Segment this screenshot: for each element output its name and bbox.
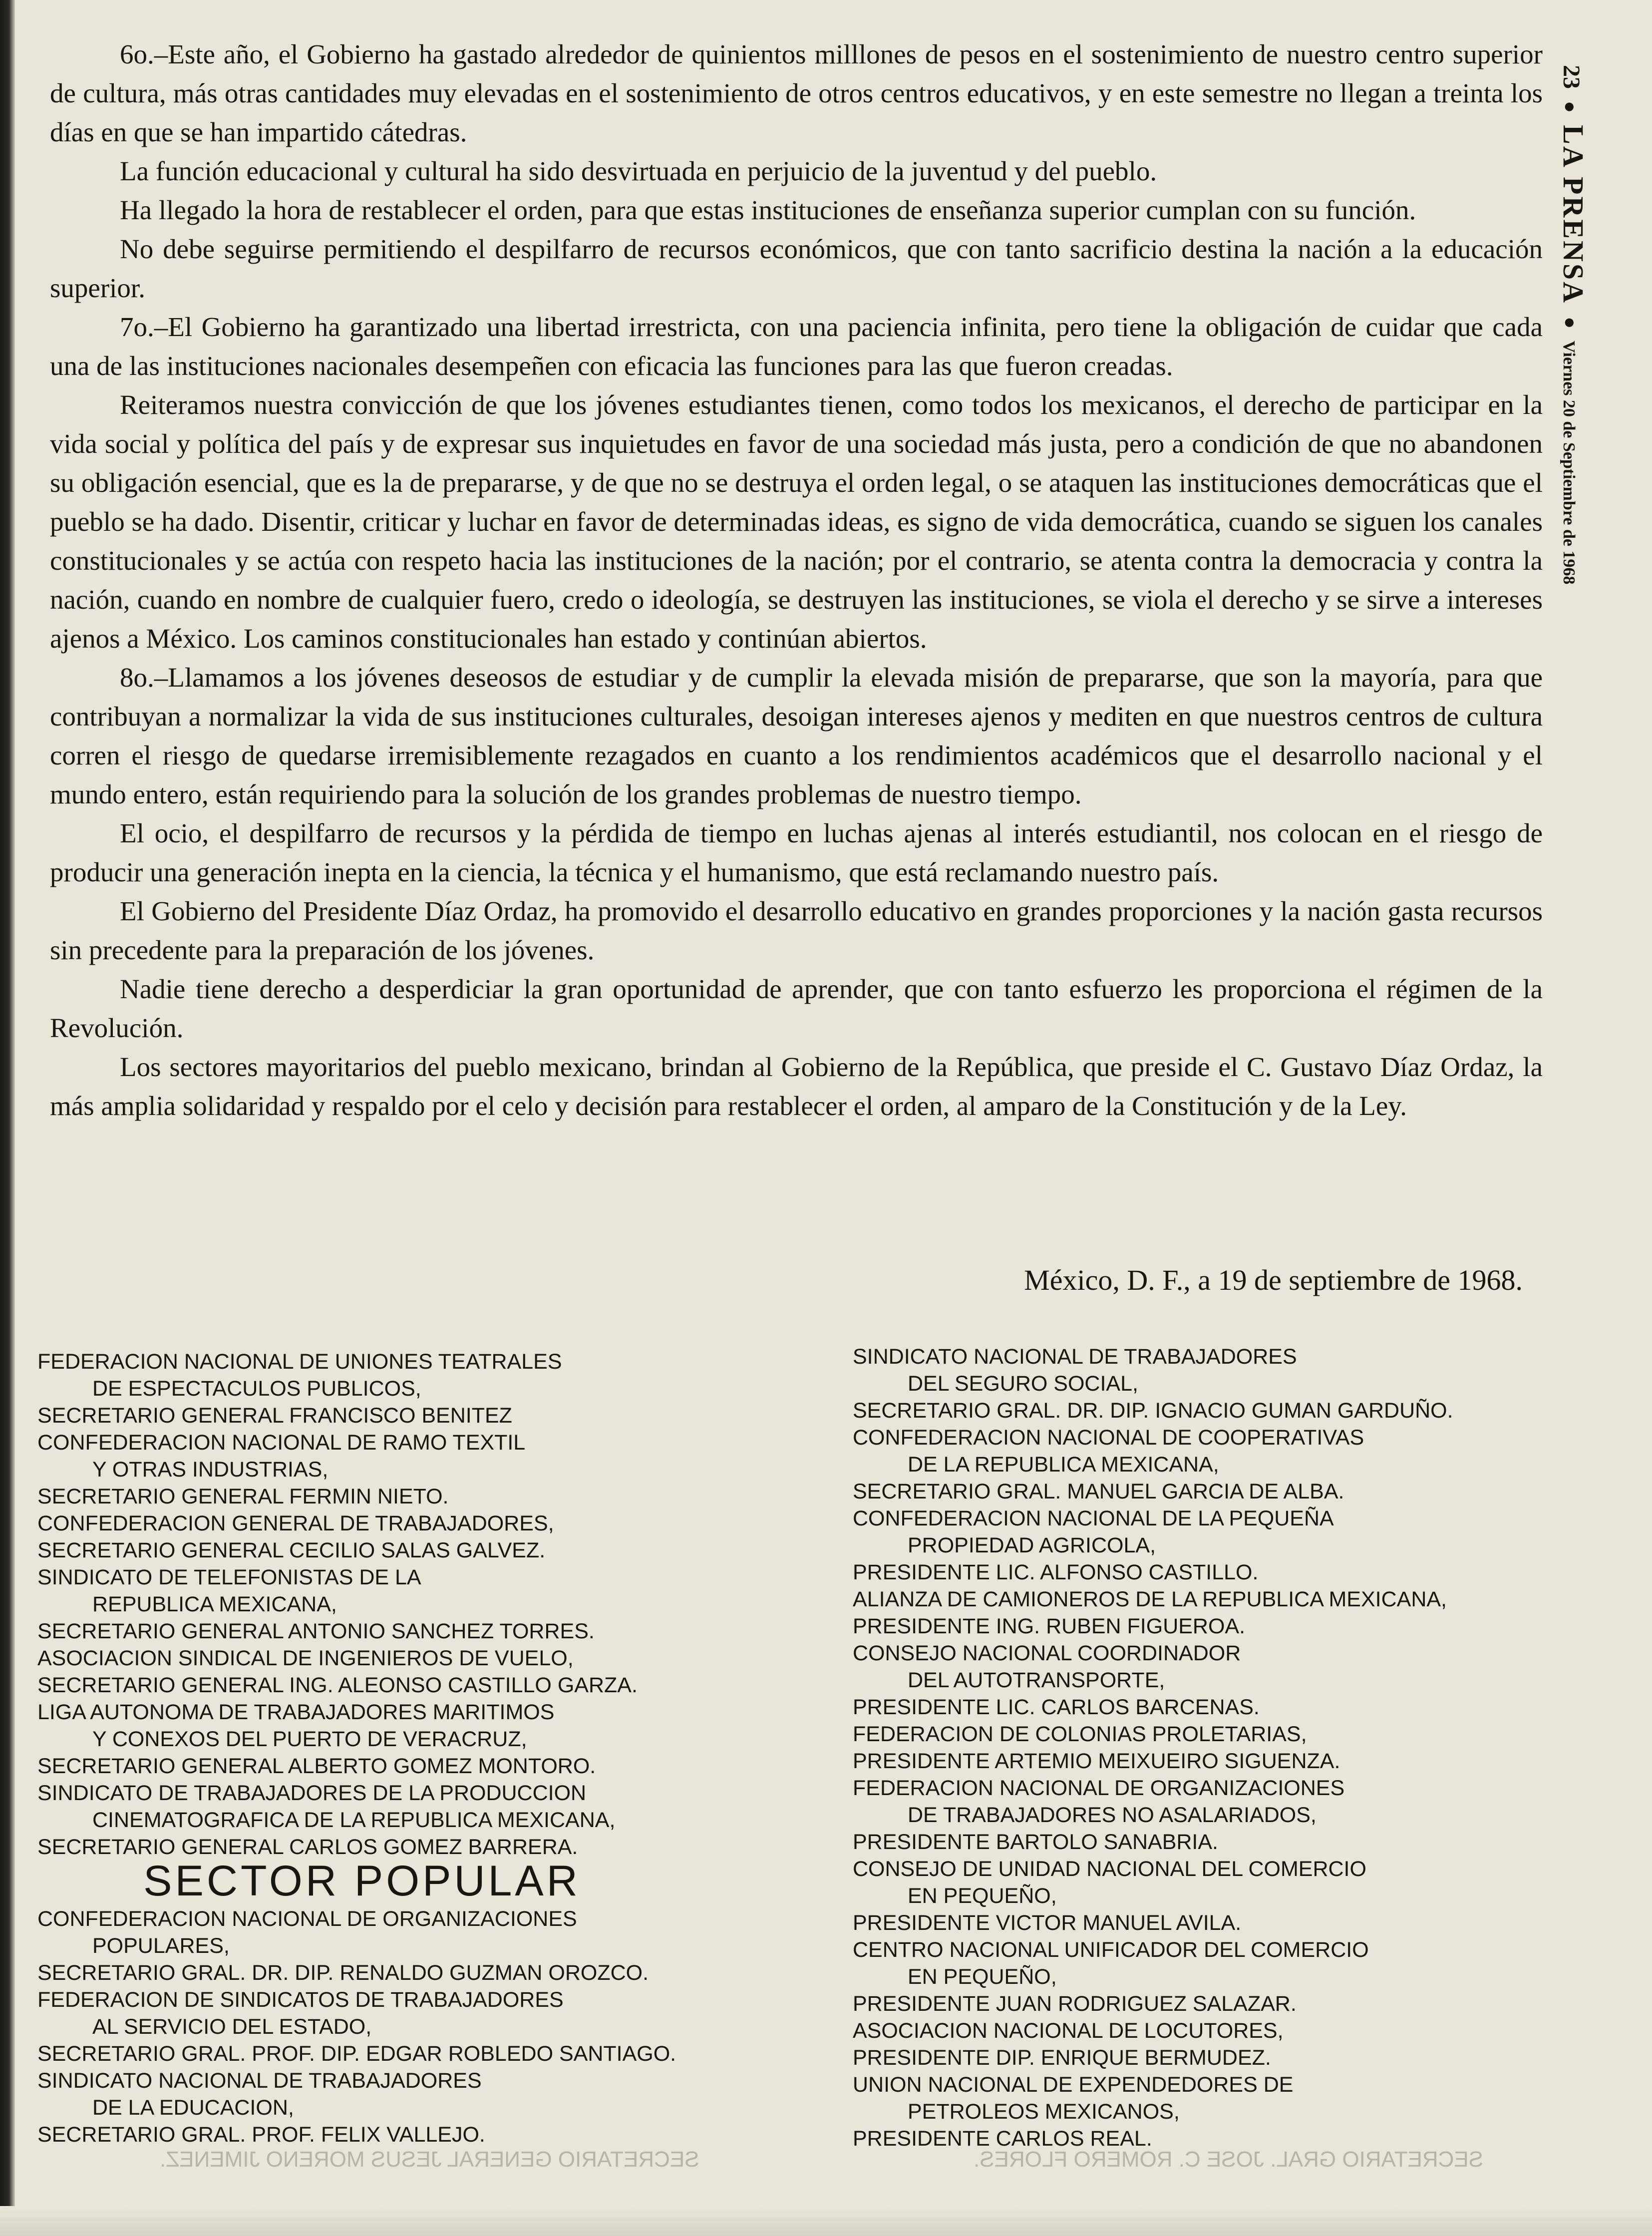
newspaper-name: LA PRENSA: [1557, 125, 1590, 305]
signatory-entry: [37, 1986, 816, 2067]
running-header: [1557, 65, 1620, 639]
organization-name: EN PEQUEÑO,: [908, 1965, 1057, 1989]
signatory-entry: [853, 2017, 1632, 2071]
signatory-officer: SECRETARIO GRAL. MANUEL GARCIA DE ALBA.: [853, 1480, 1344, 1503]
organization-name: FEDERACION DE COLONIAS PROLETARIAS,: [853, 1722, 1307, 1746]
organization-name: DE ESPECTACULOS PUBLICOS,: [92, 1377, 421, 1401]
organization-name: DE LA EDUCACION,: [92, 2096, 294, 2120]
organization-name: DEL AUTOTRANSPORTE,: [908, 1668, 1165, 1692]
signatory-entry: [37, 1645, 816, 1699]
paragraph: Nadie tiene derecho a desperdiciar la gran oportunidad de aprender, que con tanto esfuerzo les proporciona el régimen de la Revolución.: [50, 974, 1543, 1043]
organization-name: SINDICATO DE TELEFONISTAS DE LA: [37, 1565, 421, 1589]
signatory-entry: [853, 1424, 1632, 1505]
signatory-officer: PRESIDENTE LIC. CARLOS BARCENAS.: [853, 1695, 1260, 1719]
signatory-officer: PRESIDENTE JUAN RODRIGUEZ SALAZAR.: [853, 1992, 1297, 2016]
organization-name: Y CONEXOS DEL PUERTO DE VERACRUZ,: [92, 1727, 527, 1751]
signatory-officer: PRESIDENTE VICTOR MANUEL AVILA.: [853, 1911, 1242, 1935]
signatory-list: [37, 1905, 816, 2148]
signatory-entry: [853, 1775, 1632, 1856]
signatories-right-column: [853, 1343, 1632, 2152]
signatory-entry: [853, 1721, 1632, 1775]
organization-name: SINDICATO DE TRABAJADORES DE LA PRODUCCION: [37, 1781, 587, 1805]
organization-name: DE LA REPUBLICA MEXICANA,: [908, 1453, 1219, 1477]
signatory-officer: SECRETARIO GENERAL FERMIN NIETO.: [37, 1485, 449, 1508]
organization-name: FEDERACION NACIONAL DE UNIONES TEATRALES: [37, 1350, 562, 1374]
signatory-entry: [853, 1856, 1632, 1936]
signatory-entry: [853, 1936, 1632, 2017]
organization-name: SINDICATO NACIONAL DE TRABAJADORES: [37, 2069, 482, 2093]
signatory-entry: [37, 2067, 816, 2148]
signatory-officer: PRESIDENTE BARTOLO SANABRIA.: [853, 1830, 1219, 1854]
signatory-entry: [853, 1505, 1632, 1586]
organization-name: PETROLEOS MEXICANOS,: [908, 2100, 1180, 2124]
paragraph: 7o.–El Gobierno ha garantizado una libertad irrestricta, con una paciencia infinita, pero tiene la obligación de cuidar que cada una de las instituciones nacionales desempeñen con eficacia las funciones para las que fueron creadas.: [50, 312, 1543, 381]
signatory-entry: [37, 1510, 816, 1564]
page-number: 23: [1558, 65, 1585, 89]
paragraph: El ocio, el despilfarro de recursos y la pérdida de tiempo en luchas ajenas al interés estudiantil, nos colocan en el riesgo de producir una generación inepta en la ciencia, la técnica y el humanismo, que está reclamando nuestro país.: [50, 818, 1543, 887]
organization-name: ASOCIACION NACIONAL DE LOCUTORES,: [853, 2019, 1284, 2043]
signatory-entry: [37, 1905, 816, 1986]
signatory-officer: PRESIDENTE ARTEMIO MEIXUEIRO SIGUENZA.: [853, 1749, 1340, 1773]
organization-name: PROPIEDAD AGRICOLA,: [908, 1533, 1156, 1557]
signatory-officer: SECRETARIO GRAL. DR. DIP. RENALDO GUZMAN OROZCO.: [37, 1961, 649, 1985]
organization-name: SINDICATO NACIONAL DE TRABAJADORES: [853, 1345, 1297, 1369]
signatory-entry: [853, 1640, 1632, 1721]
signatory-officer: PRESIDENTE DIP. ENRIQUE BERMUDEZ.: [853, 2046, 1271, 2070]
signatory-officer: SECRETARIO GRAL. PROF. FELIX VALLEJO.: [37, 2123, 485, 2147]
signatory-entry: [853, 1586, 1632, 1640]
organization-name: LIGA AUTONOMA DE TRABAJADORES MARITIMOS: [37, 1700, 555, 1724]
signatory-entry: [37, 1699, 816, 1780]
organization-name: CONFEDERACION NACIONAL DE RAMO TEXTIL: [37, 1431, 526, 1455]
bullet-icon: ●: [1559, 317, 1582, 329]
signatory-officer: SECRETARIO GENERAL ALBERTO GOMEZ MONTORO.: [37, 1754, 596, 1778]
organization-name: REPUBLICA MEXICANA,: [92, 1592, 337, 1616]
bleed-through-text: SECRETARIO GENERAL JESUS MORENO JIMENEZ.: [160, 2147, 699, 2172]
organization-name: DEL SEGURO SOCIAL,: [908, 1372, 1138, 1396]
organization-name: CENTRO NACIONAL UNIFICADOR DEL COMERCIO: [853, 1938, 1369, 1962]
page-bottom-shadow: [0, 2206, 1652, 2236]
signatory-entry: [853, 1343, 1632, 1424]
signatory-list: [37, 1348, 816, 1861]
organization-name: AL SERVICIO DEL ESTADO,: [92, 2015, 372, 2039]
organization-name: CONFEDERACION NACIONAL DE ORGANIZACIONES: [37, 1907, 577, 1931]
article-body: [50, 35, 1543, 1125]
signatory-officer: SECRETARIO GENERAL ING. ALEONSO CASTILLO GARZA.: [37, 1673, 638, 1697]
organization-name: UNION NACIONAL DE EXPENDEDORES DE: [853, 2073, 1294, 2097]
signatory-officer: SECRETARIO GRAL. DR. DIP. IGNACIO GUMAN GARDUÑO.: [853, 1399, 1453, 1423]
organization-name: CONSEJO DE UNIDAD NACIONAL DEL COMERCIO: [853, 1857, 1366, 1881]
organization-name: CONFEDERACION NACIONAL DE LA PEQUEÑA: [853, 1506, 1334, 1530]
organization-name: CONSEJO NACIONAL COORDINADOR: [853, 1641, 1241, 1665]
paragraph: Los sectores mayoritarios del pueblo mexicano, brindan al Gobierno de la República, que preside el C. Gustavo Díaz Ordaz, la más amplia solidaridad y respaldo por el celo y decisión para restablecer el orden, al amparo de la Constitución y de la Ley.: [50, 1052, 1543, 1121]
signatory-officer: SECRETARIO GENERAL FRANCISCO BENITEZ: [37, 1404, 512, 1428]
bleed-through-text: SECRETARIO GRAL. JOSE C. ROMERO FLORES.: [974, 2147, 1484, 2172]
paragraph: Ha llegado la hora de restablecer el orden, para que estas instituciones de enseñanza superior cumplan con su función.: [120, 195, 1416, 225]
signatory-entry: [37, 1780, 816, 1861]
signatory-officer: SECRETARIO GENERAL CARLOS GOMEZ BARRERA.: [37, 1835, 578, 1859]
paragraph: 8o.–Llamamos a los jóvenes deseosos de estudiar y de cumplir la elevada misión de prepararse, que son la mayoría, para que contribuyan a normalizar la vida de sus instituciones culturales, desoigan intereses ajenos y mediten en que nuestros centros de cultura corren el riesgo de quedarse irremisiblemente rezagados en cuanto a los rendimientos académicos que el desarrollo nacional y el mundo entero, están requiriendo para la solución de los grandes problemas de nuestro tiempo.: [50, 662, 1543, 809]
paragraph: Reiteramos nuestra convicción de que los jóvenes estudiantes tienen, como todos los mexicanos, el derecho de participar en la vida social y política del país y de expresar sus inquietudes en favor de una sociedad más justa, pero a condición de que no abandonen su obligación esencial, que es la de prepararse, y de que no se destruya el orden legal, o se ataquen las instituciones democráticas que el pueblo se ha dado. Disentir, criticar y luchar en favor de determinadas ideas, es signo de vida democrática, cuando se siguen los canales constitucionales y se actúa con respeto hacia las instituciones de la nación; por el contrario, se atenta contra la democracia y contra la nación, cuando en nombre de cualquier fuero, credo o ideología, se destruyen las instituciones, se viola el derecho y se sirve a intereses ajenos a México. Los caminos constitucionales han estado y continúan abiertos.: [50, 389, 1543, 654]
paragraph: No debe seguirse permitiendo el despilfarro de recursos económicos, que con tanto sacrificio destina la nación a la educación superior.: [50, 234, 1543, 303]
organization-name: FEDERACION NACIONAL DE ORGANIZACIONES: [853, 1776, 1345, 1800]
organization-name: CONFEDERACION NACIONAL DE COOPERATIVAS: [853, 1426, 1364, 1450]
organization-name: ASOCIACION SINDICAL DE INGENIEROS DE VUELO,: [37, 1646, 574, 1670]
issue-date: Viernes 20 de Septiembre de 1968: [1560, 341, 1578, 585]
signatory-officer: SECRETARIO GRAL. PROF. DIP. EDGAR ROBLEDO SANTIAGO.: [37, 2042, 676, 2066]
organization-name: FEDERACION DE SINDICATOS DE TRABAJADORES: [37, 1988, 564, 2012]
paragraph: La función educacional y cultural ha sido desvirtuada en perjuicio de la juventud y del pueblo.: [120, 156, 1157, 186]
organization-name: CONFEDERACION GENERAL DE TRABAJADORES,: [37, 1511, 554, 1535]
organization-name: POPULARES,: [92, 1934, 230, 1958]
signatory-list: [853, 1343, 1632, 2152]
signatory-entry: [853, 2071, 1632, 2152]
signatory-officer: SECRETARIO GENERAL ANTONIO SANCHEZ TORRES.: [37, 1619, 595, 1643]
signatory-entry: [37, 1429, 816, 1510]
organization-name: DE TRABAJADORES NO ASALARIADOS,: [908, 1803, 1317, 1827]
signatories-left-column: [37, 1348, 816, 2148]
running-header-text: [1557, 65, 1590, 584]
organization-name: Y OTRAS INDUSTRIAS,: [92, 1458, 329, 1482]
paragraph: El Gobierno del Presidente Díaz Ordaz, ha promovido el desarrollo educativo en grandes proporciones y la nación gasta recursos sin precedente para la preparación de los jóvenes.: [50, 896, 1543, 965]
signatory-officer: PRESIDENTE CARLOS REAL.: [853, 2127, 1152, 2151]
organization-name: ALIANZA DE CAMIONEROS DE LA REPUBLICA MEXICANA,: [853, 1587, 1447, 1611]
place-and-date: México, D. F., a 19 de septiembre de 1968.: [1024, 1264, 1523, 1296]
bullet-icon: ●: [1559, 101, 1582, 113]
signatory-officer: SECRETARIO GENERAL CECILIO SALAS GALVEZ.: [37, 1538, 546, 1562]
paragraph: 6o.–Este año, el Gobierno ha gastado alrededor de quinientos milllones de pesos en el sostenimiento de nuestro centro superior de cultura, más otras cantidades muy elevadas en el sostenimiento de otros centros educativos, y en este semestre no llegan a treinta los días en que se han impartido cátedras.: [50, 39, 1543, 147]
section-heading: SECTOR POPULAR: [143, 1857, 581, 1905]
signatory-entry: [37, 1348, 816, 1429]
organization-name: CINEMATOGRAFICA DE LA REPUBLICA MEXICANA,: [92, 1808, 616, 1832]
signatory-entry: [37, 1564, 816, 1645]
signatory-officer: PRESIDENTE LIC. ALFONSO CASTILLO.: [853, 1560, 1259, 1584]
page-binding-edge: [0, 0, 15, 2236]
organization-name: EN PEQUEÑO,: [908, 1884, 1057, 1908]
signatory-officer: PRESIDENTE ING. RUBEN FIGUEROA.: [853, 1614, 1246, 1638]
